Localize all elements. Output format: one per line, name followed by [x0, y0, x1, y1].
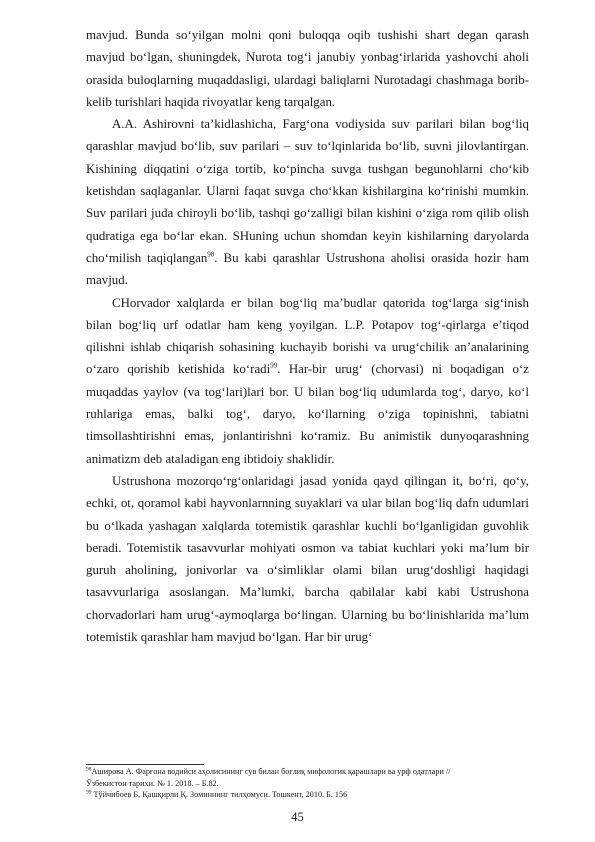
footnote-98 [86, 766, 529, 778]
paragraph-3-text-b: . Har-bir urug‘ (chorvasi) ni boqadigan o‘z muqaddas yaylov (va tog‘lari)lari bor. U bilan bog‘liq udumlarda tog‘, daryo, ko‘l ruhlariga emas, balki tog‘, daryo, ko‘llarning o‘ziga topinishni, tabiatni timsollashtirishni emas, jonlantirishni ko‘ramiz. Bu animistik dunyoqarashning animatizm deb ataladigan eng ibtidoiy shaklidir. [86, 362, 529, 466]
footnote-text: Аширова А. Фарғона водийси аҳолисининг сув билан боғлиқ мифологик қарашлари ва урф одатлари // [91, 767, 451, 776]
paragraph-4-text: Ustrushona mozorqo‘rg‘onlaridagi jasad yonida qayd qilingan it, bo‘ri, qo‘y, echki, ot, qoramol kabi hayvonlarnning suyaklari va ular bilan bog‘liq dafn udumlari bu o‘lkada yashagan xalqlarda totemistik qarashlar kuchli bo‘lganligidan guvohlik beradi. Totemistik tasavvurlar mohiyati osmon va tabiat kuchlari yoki ma’lum bir guruh aholining, jonivorlar va o‘simliklar olami bilan urug‘doshligi haqidagi tasavvurlariga asoslangan. Ma’lumki, barcha qabilalar kabi kabi Ustrushona chorvadorlari ham urug‘-aymoqlarga bo‘lingan. Ularning bu bo‘linishlarida ma’lum totemistik qarashlar ham mavjud bo‘lgan. Har bir urug‘ [86, 473, 529, 645]
paragraph-1 [86, 24, 529, 113]
document-body [86, 24, 529, 648]
paragraph-1-text: mavjud. Bunda so‘yilgan molni qoni buloqqa oqib tushishi shart degan qarash mavjud bo‘lgan, shuningdek, Nurota tog‘i janubiy yonbag‘irlarida yashovchi aholi orasida buloqlarning muqaddasligi, ulardagi baliqlarni Nurotadagi chashmaga borib-kelib turishlari haqida rivoyatlar keng tarqalgan. [86, 28, 529, 109]
paragraph-2 [86, 113, 529, 291]
footnote-ref-98[interactable]: 98 [207, 250, 215, 259]
footnote-99 [86, 789, 529, 801]
paragraph-2-text-b: . Bu kabi qarashlar Ustrushona aholisi orasida hozir ham mavjud. [86, 250, 529, 288]
footnote-text: Тўйчибоев Б, Қашқирли Қ. Зоминнинг тилҳомуси. Тошкент, 2010. Б. 156 [91, 790, 348, 799]
paragraph-3 [86, 292, 529, 470]
footnote-ref-99[interactable]: 99 [270, 362, 278, 371]
footnote-number: 99 [86, 789, 92, 796]
footnote-separator [86, 764, 204, 765]
footnotes [86, 766, 529, 801]
page-number: 45 [291, 810, 304, 824]
footnote-number: 98 [86, 766, 92, 773]
paragraph-2-text-a: A.A. Ashirovni ta’kidlashicha, Farg‘ona vodiysida suv parilari bilan bog‘liq qarashlar mavjud bo‘lib, suv parilari – suv to‘lqinlarida bo‘lib, suvni jilovlantirgan. Kishining diqqatini o‘ziga tortib, ko‘pincha suvga tushgan begunohlarni cho‘kib ketishdan saqlaganlar. Ularni faqat suvga cho‘kkan kishilargina ko‘rinishi mumkin. Suv parilari juda chiroyli bo‘lib, tashqi go‘zalligi bilan kishini o‘ziga rom qilib olish qudratiga ega bo‘lar ekan. SHuning uchun shomdan keyin kishilarning daryolarda cho‘milish taqiqlangan [86, 117, 529, 265]
paragraph-3-text-a: CHorvador xalqlarda er bilan bog‘liq ma’budlar qatorida tog‘larga sig‘inish bilan bog‘liq urf odatlar ham keng yoyilgan. L.P. Potapov tog‘-qirlarga e’tiqod qilishni ishlab chiqarish sohasining kuchayib borishi va urug‘chilik an’analarining o‘zaro qorishib ketishida ko‘radi [86, 295, 529, 377]
paragraph-4 [86, 470, 529, 648]
footnote-text: Ўзбекистон тарихи. № 1. 2018. – Б.82. [86, 778, 219, 788]
footnote-98-continuation [86, 778, 529, 790]
